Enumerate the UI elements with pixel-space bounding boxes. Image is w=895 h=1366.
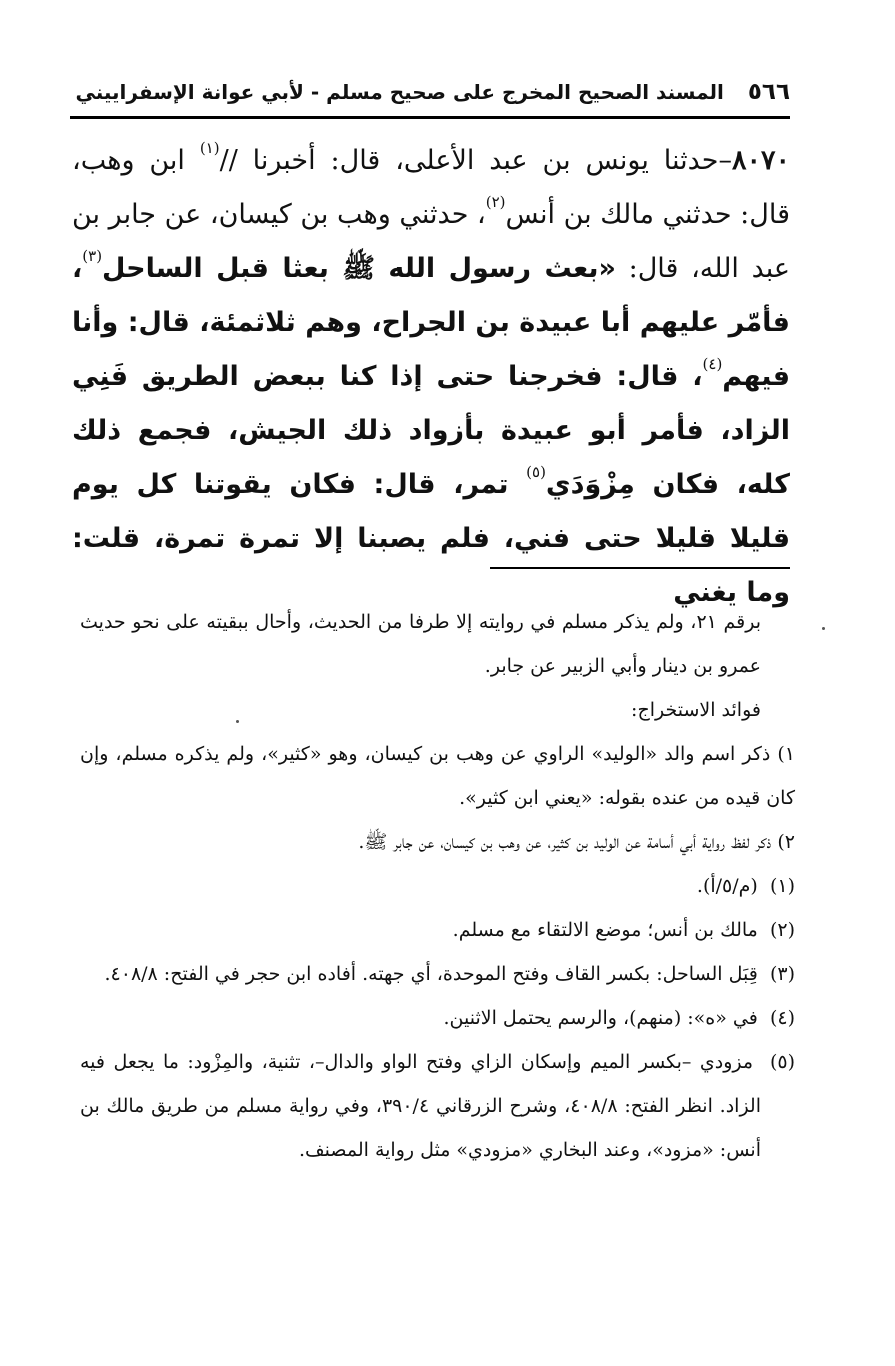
continued-note: برقم ٢١، ولم يذكر مسلم في روايته إلا طرفا من الحديث، وأحال ببقيته على نحو حديث عمرو بن دينار وأبي الزبير عن جابر. — [80, 611, 761, 677]
footnote-1-mark: (١) — [769, 875, 795, 897]
page-header — [70, 72, 790, 112]
footnote-1 — [80, 864, 795, 908]
footnote-5 — [80, 1040, 795, 1172]
footnote-1-text: (م/٥/أ). — [696, 875, 758, 897]
scan-speck — [822, 627, 825, 630]
matn-segment-2: ، فأمّر عليهم أبا عبيدة بن الجراح، وهم ثلاثمئة، قال: وأنا فيهم — [72, 253, 790, 392]
matn-segment-4: تمر، قال: فكان يقوتنا كل يوم قليلا قليلا حتى فني، فلم يصبنا إلا تمرة تمرة، قلت: وما يغني — [72, 469, 790, 608]
footnote-3-text: قِبَل الساحل: بكسر القاف وفتح الموحدة، أي جهته. أفاده ابن حجر في الفتح: ٤٠٨/٨. — [104, 963, 758, 985]
footnote-ref-1[interactable]: (١) — [199, 139, 220, 157]
footnote-5-mark: (٥) — [769, 1051, 795, 1073]
fawaid-item-2: ٢) ذكر لفظ رواية أبي أسامة عن الوليد بن كثير، عن وهب بن كيسان، عن جابر ﷺ. — [358, 831, 795, 853]
footnote-3-mark: (٣) — [769, 963, 795, 985]
footnote-ref-5[interactable]: (٥) — [526, 463, 546, 481]
isnad-segment-2: ابن وهب، قال: حدثني مالك بن أنس — [72, 145, 790, 230]
hadith-number: ٨٠٧٠ — [731, 145, 790, 176]
footnote-4 — [80, 996, 795, 1040]
header-rule — [70, 116, 790, 119]
running-title: المسند الصحيح المخرج على صحيح مسلم - لأبي عوانة الإسفراييني — [75, 80, 724, 104]
matn-segment-3: ، قال: فخرجنا حتى إذا كنا ببعض الطريق فَنِي الزاد، فأمر أبو عبيدة بأزواد ذلك الجيش، فجمع ذلك كله، فكان مِزْوَدَي — [72, 361, 790, 500]
footnote-2-mark: (٢) — [769, 919, 795, 941]
footnote-4-text: في «ه»: (منهم)، والرسم يحتمل الاثنين. — [443, 1007, 758, 1029]
footnote-4-mark: (٤) — [769, 1007, 795, 1029]
hadith-paragraph — [72, 134, 790, 620]
fawaid-item-1: ١) ذكر اسم والد «الوليد» الراوي عن وهب بن كيسان، وهو «كثير»، ولم يذكره مسلم، وإن كان قيده من عنده بقوله: «يعني ابن كثير». — [80, 743, 795, 809]
footnote-ref-4[interactable]: (٤) — [702, 355, 723, 373]
fawaid-title: فوائد الاستخراج: — [631, 699, 761, 721]
hadith-text — [72, 134, 790, 620]
matn-segment-1: «بعث رسول الله ﷺ بعثا قبل الساحل — [102, 253, 616, 284]
footnote-3 — [80, 952, 795, 996]
isnad-segment-1: حدثنا يونس بن عبد الأعلى، قال: أخبرنا // — [219, 145, 719, 176]
footnote-ref-2[interactable]: (٢) — [485, 193, 506, 211]
footnote-2 — [80, 908, 795, 952]
page-number: ٥٦٦ — [747, 79, 790, 105]
scan-speck — [236, 720, 239, 723]
footnote-5-text: مزودي –بكسر الميم وإسكان الزاي وفتح الواو والدال–، تثنية، والمِزْود: ما يجعل فيه الزاد. انظر الفتح: ٤٠٨/٨، وشرح الزرقاني ٣٩٠/٤، وفي رواية مسلم من طريق مالك بن أنس: «مزود»، وعند البخاري «مزودي» مثل رواية المصنف. — [80, 1051, 761, 1161]
footnote-ref-3[interactable]: (٣) — [82, 247, 103, 265]
footnote-2-text: مالك بن أنس؛ موضع الالتقاء مع مسلم. — [452, 919, 758, 941]
hadith-dash: – — [718, 145, 732, 176]
footnote-separator — [490, 567, 790, 569]
isnad-segment-3: ، حدثني وهب بن كيسان، عن جابر بن عبد الله، قال: — [72, 199, 791, 284]
footnotes-section — [80, 600, 795, 1172]
